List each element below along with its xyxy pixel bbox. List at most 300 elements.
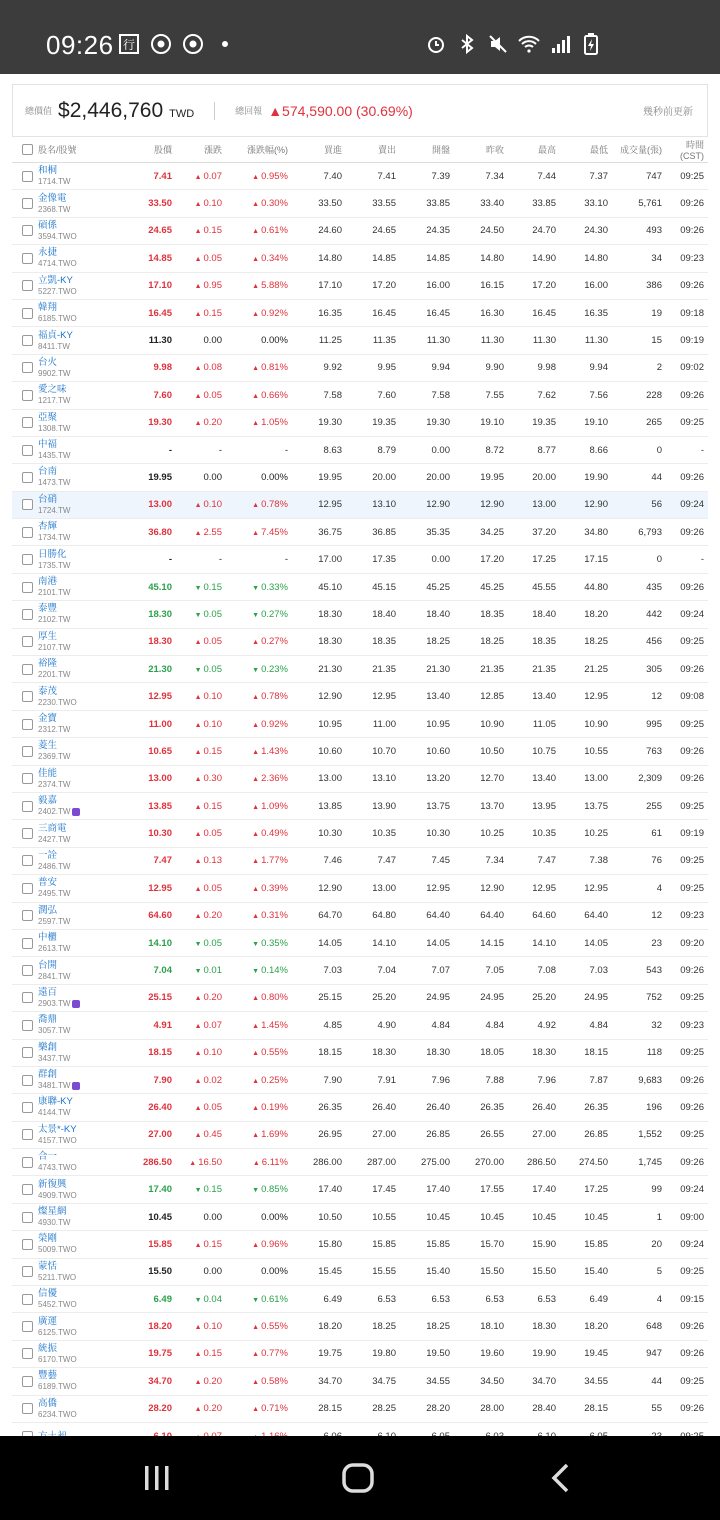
- row-checkbox[interactable]: [12, 847, 38, 874]
- stock-cell[interactable]: [38, 354, 118, 381]
- stock-name[interactable]: 台開: [38, 959, 58, 971]
- change: ▲ 0.05: [194, 636, 222, 648]
- high: 13.40: [532, 691, 556, 703]
- stock-cell[interactable]: [38, 1066, 118, 1093]
- stock-symbol: 2841.TW: [38, 971, 71, 981]
- table-row[interactable]: [12, 765, 708, 792]
- table-row[interactable]: [12, 1203, 708, 1230]
- row-checkbox[interactable]: [12, 738, 38, 765]
- open: 64.40: [426, 910, 450, 922]
- table-row[interactable]: [12, 628, 708, 655]
- row-checkbox[interactable]: [12, 1066, 38, 1093]
- low: 17.15: [584, 554, 608, 566]
- home-icon: [341, 1462, 375, 1494]
- price: 18.15: [148, 1047, 172, 1059]
- table-row[interactable]: [12, 1066, 708, 1093]
- stock-name[interactable]: 杏輝: [38, 521, 58, 533]
- row-checkbox[interactable]: [12, 1012, 38, 1039]
- low: 18.15: [584, 1047, 608, 1059]
- stock-name[interactable]: 合一: [38, 1151, 58, 1163]
- table-row[interactable]: [12, 1094, 708, 1121]
- stock-cell[interactable]: [38, 299, 118, 326]
- ask: 17.20: [372, 280, 396, 292]
- stock-cell[interactable]: [38, 1039, 118, 1066]
- stock-cell[interactable]: [38, 765, 118, 792]
- row-checkbox[interactable]: [12, 820, 38, 847]
- stock-cell[interactable]: [38, 656, 118, 683]
- up-triangle-icon: ▲: [252, 1241, 260, 1249]
- stock-name[interactable]: 日勝化: [38, 548, 67, 560]
- up-triangle-icon: ▲: [194, 529, 202, 537]
- row-checkbox[interactable]: [12, 245, 38, 272]
- prev: 11.30: [480, 335, 504, 347]
- up-triangle-icon: ▲: [252, 392, 260, 400]
- stock-name[interactable]: 廣運: [38, 1315, 58, 1327]
- stock-cell[interactable]: [38, 327, 118, 354]
- stock-name[interactable]: 榮剛: [38, 1233, 58, 1245]
- low: 19.10: [584, 417, 608, 429]
- row-checkbox[interactable]: [12, 1231, 38, 1258]
- change-pct: ▲ 2.36%: [252, 773, 288, 785]
- stock-name[interactable]: 和桐: [38, 165, 58, 177]
- price: 27.00: [148, 1129, 172, 1141]
- stock-cell[interactable]: [38, 1340, 118, 1367]
- table-row[interactable]: [12, 656, 708, 683]
- up-triangle-icon: ▲: [252, 1050, 260, 1058]
- change: ▼ 0.04: [194, 1293, 222, 1305]
- table-row[interactable]: [12, 1340, 708, 1367]
- row-checkbox[interactable]: [12, 546, 38, 573]
- stock-name[interactable]: 潤弘: [38, 904, 58, 916]
- bid: 25.15: [318, 992, 342, 1004]
- stock-name[interactable]: 菱生: [38, 740, 58, 752]
- table-row[interactable]: [12, 984, 708, 1011]
- stock-name[interactable]: 群創: [38, 1069, 58, 1081]
- table-row[interactable]: [12, 436, 708, 463]
- stock-cell[interactable]: [38, 1203, 118, 1230]
- vol: 55: [651, 1403, 662, 1415]
- stock-name[interactable]: 太景*-KY: [38, 1123, 77, 1135]
- row-checkbox[interactable]: [12, 628, 38, 655]
- vol: 386: [646, 280, 662, 292]
- row-checkbox[interactable]: [12, 217, 38, 244]
- stock-cell[interactable]: [38, 217, 118, 244]
- up-triangle-icon: ▲: [194, 1241, 202, 1249]
- row-checkbox[interactable]: [12, 929, 38, 956]
- open: 19.50: [426, 1348, 450, 1360]
- row-checkbox[interactable]: [12, 436, 38, 463]
- stock-cell[interactable]: [38, 1121, 118, 1148]
- open: 7.96: [431, 1074, 450, 1086]
- stock-name[interactable]: 統振: [38, 1342, 58, 1354]
- select-all-checkbox[interactable]: [12, 137, 38, 163]
- stock-name[interactable]: 遠百: [38, 986, 58, 998]
- prev: 34.50: [480, 1375, 504, 1387]
- low: 10.25: [584, 828, 608, 840]
- stock-cell[interactable]: [38, 519, 118, 546]
- row-checkbox[interactable]: [12, 1286, 38, 1313]
- stock-name[interactable]: 泰豐: [38, 603, 58, 615]
- row-checkbox[interactable]: [12, 1121, 38, 1148]
- table-row[interactable]: [12, 245, 708, 272]
- table-row[interactable]: [12, 1039, 708, 1066]
- stock-cell[interactable]: [38, 1313, 118, 1340]
- col-low[interactable]: 最低: [589, 145, 608, 155]
- bid: 18.30: [318, 636, 342, 648]
- table-row[interactable]: [12, 491, 708, 518]
- table-row[interactable]: [12, 875, 708, 902]
- up-triangle-icon: ▲: [194, 173, 202, 181]
- stock-name[interactable]: 三商電: [38, 822, 67, 834]
- bid: 10.60: [318, 745, 342, 757]
- stock-name[interactable]: 碩係: [38, 219, 58, 231]
- stock-name[interactable]: 一詮: [38, 849, 58, 861]
- change-pct: ▲ 0.95%: [252, 170, 288, 182]
- ask: 18.40: [372, 608, 396, 620]
- table-row[interactable]: [12, 957, 708, 984]
- ask: 45.15: [372, 581, 396, 593]
- row-checkbox[interactable]: [12, 1203, 38, 1230]
- change-pct: -: [284, 554, 288, 566]
- ask: 17.35: [372, 554, 396, 566]
- stock-name[interactable]: 福貞-KY: [38, 329, 73, 341]
- stock-name[interactable]: 佳能: [38, 767, 58, 779]
- prev: 18.35: [480, 608, 504, 620]
- stock-name[interactable]: 蒙恬: [38, 1260, 58, 1272]
- table-row[interactable]: [12, 1368, 708, 1395]
- time: 09:26: [680, 198, 704, 210]
- col-change[interactable]: 漲跌: [203, 145, 222, 155]
- stock-cell[interactable]: [38, 875, 118, 902]
- stock-cell[interactable]: [38, 573, 118, 600]
- col-volume[interactable]: 成交量(張): [620, 145, 662, 155]
- high: 13.95: [532, 800, 556, 812]
- stock-cell[interactable]: [38, 409, 118, 436]
- stock-name[interactable]: 信優: [38, 1288, 58, 1300]
- row-checkbox[interactable]: [12, 601, 38, 628]
- row-checkbox[interactable]: [12, 1395, 38, 1422]
- stock-symbol: 2230.TWO: [38, 697, 77, 707]
- low: 21.25: [584, 663, 608, 675]
- low: 28.15: [584, 1403, 608, 1415]
- row-checkbox[interactable]: [12, 792, 38, 819]
- row-checkbox[interactable]: [12, 1368, 38, 1395]
- row-checkbox[interactable]: [12, 1176, 38, 1203]
- stock-name[interactable]: 金像電: [38, 192, 67, 204]
- row-checkbox[interactable]: [12, 491, 38, 518]
- row-checkbox[interactable]: [12, 710, 38, 737]
- stock-cell[interactable]: [38, 1395, 118, 1422]
- table-row[interactable]: [12, 464, 708, 491]
- stock-symbol: 1714.TW: [38, 177, 71, 187]
- table-row[interactable]: [12, 1286, 708, 1313]
- stock-cell[interactable]: [38, 847, 118, 874]
- change-pct: ▼ 0.23%: [252, 663, 288, 675]
- stock-name[interactable]: 台南: [38, 466, 58, 478]
- change: ▲ 0.45: [194, 1129, 222, 1141]
- low: 34.80: [584, 526, 608, 538]
- high: 11.05: [532, 718, 556, 730]
- change: ▲ 0.15: [194, 307, 222, 319]
- table-row[interactable]: [12, 519, 708, 546]
- col-price[interactable]: 股價: [153, 145, 172, 155]
- stock-cell[interactable]: [38, 1176, 118, 1203]
- stock-name[interactable]: 亞聚: [38, 411, 58, 423]
- row-checkbox[interactable]: [12, 354, 38, 381]
- stock-symbol: 2369.TW: [38, 752, 71, 762]
- portfolio-summary: [12, 84, 708, 136]
- stock-name[interactable]: 樂創: [38, 1041, 58, 1053]
- prev: 14.15: [480, 937, 504, 949]
- table-row[interactable]: [12, 1176, 708, 1203]
- row-checkbox[interactable]: [12, 1340, 38, 1367]
- row-checkbox[interactable]: [12, 409, 38, 436]
- stock-cell[interactable]: [38, 1286, 118, 1313]
- bid: 14.80: [318, 252, 342, 264]
- chrome-icon: [150, 33, 172, 55]
- table-row[interactable]: [12, 792, 708, 819]
- col-name[interactable]: 股名/股號: [38, 145, 77, 155]
- low: 19.45: [584, 1348, 608, 1360]
- prev: 19.60: [480, 1348, 504, 1360]
- stock-cell[interactable]: [38, 1231, 118, 1258]
- row-checkbox[interactable]: [12, 1094, 38, 1121]
- stock-name[interactable]: 高僑: [38, 1397, 58, 1409]
- row-checkbox[interactable]: [12, 272, 38, 299]
- table-row[interactable]: [12, 820, 708, 847]
- col-open[interactable]: 開盤: [431, 145, 450, 155]
- stock-cell[interactable]: [38, 190, 118, 217]
- row-checkbox[interactable]: [12, 327, 38, 354]
- prev: 18.10: [480, 1321, 504, 1333]
- stock-cell[interactable]: [38, 820, 118, 847]
- bid: 17.40: [318, 1184, 342, 1196]
- table-row[interactable]: [12, 1012, 708, 1039]
- vol: 648: [646, 1321, 662, 1333]
- table-row[interactable]: [12, 190, 708, 217]
- stock-name[interactable]: 愛之味: [38, 384, 67, 396]
- high: 17.25: [532, 554, 556, 566]
- stock-name[interactable]: 康聯-KY: [38, 1096, 73, 1108]
- ask: 18.35: [372, 636, 396, 648]
- stock-cell[interactable]: [38, 902, 118, 929]
- stock-cell[interactable]: [38, 1149, 118, 1176]
- table-row[interactable]: [12, 354, 708, 381]
- stock-name[interactable]: 金寶: [38, 713, 58, 724]
- row-checkbox[interactable]: [12, 984, 38, 1011]
- up-triangle-icon: ▲: [252, 639, 260, 647]
- stock-name[interactable]: 厚生: [38, 630, 58, 642]
- row-checkbox[interactable]: [12, 299, 38, 326]
- row-checkbox[interactable]: [12, 464, 38, 491]
- table-row[interactable]: [12, 409, 708, 436]
- table-row[interactable]: [12, 272, 708, 299]
- stock-cell[interactable]: [38, 929, 118, 956]
- table-row[interactable]: [12, 1121, 708, 1148]
- stock-cell[interactable]: [38, 1368, 118, 1395]
- prev: 10.90: [480, 718, 504, 730]
- stock-cell[interactable]: [38, 628, 118, 655]
- stock-name[interactable]: 普安: [38, 877, 58, 889]
- change-pct: ▲ 0.19%: [252, 1101, 288, 1113]
- table-row[interactable]: [12, 847, 708, 874]
- stock-cell[interactable]: [38, 984, 118, 1011]
- table-row[interactable]: [12, 299, 708, 326]
- prev: 18.25: [480, 636, 504, 648]
- stock-name[interactable]: 豐藝: [38, 1370, 58, 1382]
- row-checkbox[interactable]: [12, 1149, 38, 1176]
- bid: 12.90: [318, 691, 342, 703]
- stock-cell[interactable]: [38, 957, 118, 984]
- stock-cell[interactable]: [38, 792, 118, 819]
- badge-icon: [72, 1000, 80, 1008]
- stock-cell[interactable]: [38, 382, 118, 409]
- stock-cell[interactable]: [38, 436, 118, 463]
- row-checkbox[interactable]: [12, 875, 38, 902]
- stock-cell[interactable]: [38, 601, 118, 628]
- time: 09:26: [680, 773, 704, 785]
- back-button[interactable]: [546, 1462, 574, 1494]
- table-row[interactable]: [12, 382, 708, 409]
- change-pct: ▼ 0.85%: [252, 1184, 288, 1196]
- stock-name[interactable]: 台硝: [38, 493, 58, 505]
- stock-cell[interactable]: [38, 245, 118, 272]
- bid: 7.46: [323, 855, 342, 867]
- navigation-bar: [0, 1436, 720, 1520]
- col-bid[interactable]: 買進: [323, 145, 342, 155]
- up-triangle-icon: ▲: [252, 1132, 260, 1140]
- col-prev-close[interactable]: 昨收: [485, 145, 504, 155]
- prev: 12.85: [480, 691, 504, 703]
- stock-name[interactable]: 新復興: [38, 1178, 67, 1190]
- table-row[interactable]: [12, 1313, 708, 1340]
- stock-cell[interactable]: [38, 1258, 118, 1285]
- stock-cell[interactable]: [38, 1012, 118, 1039]
- stock-cell[interactable]: [38, 738, 118, 765]
- ask: 14.85: [372, 252, 396, 264]
- row-checkbox[interactable]: [12, 519, 38, 546]
- high: 28.40: [532, 1403, 556, 1415]
- col-change-pct[interactable]: 漲跌幅(%): [247, 145, 288, 155]
- ask: 25.20: [372, 992, 396, 1004]
- prev: 15.50: [480, 1266, 504, 1278]
- stock-name[interactable]: 燦星網: [38, 1206, 67, 1218]
- ask: 64.80: [372, 910, 396, 922]
- row-checkbox[interactable]: [12, 683, 38, 710]
- stock-cell[interactable]: [38, 491, 118, 518]
- stock-symbol: 5452.TWO: [38, 1300, 77, 1310]
- table-row[interactable]: [12, 1231, 708, 1258]
- row-checkbox[interactable]: [12, 957, 38, 984]
- table-row[interactable]: [12, 1149, 708, 1176]
- high: 17.40: [532, 1184, 556, 1196]
- stock-name[interactable]: 立凱-KY: [38, 274, 73, 286]
- row-checkbox[interactable]: [12, 656, 38, 683]
- home-button[interactable]: [340, 1462, 376, 1494]
- stock-cell[interactable]: [38, 1094, 118, 1121]
- stock-name[interactable]: 裕隆: [38, 658, 58, 670]
- stock-name[interactable]: 毅嘉: [38, 795, 58, 807]
- stock-name[interactable]: 中福: [38, 439, 58, 451]
- col-high[interactable]: 最高: [537, 145, 556, 155]
- stock-name[interactable]: 南港: [38, 576, 58, 588]
- time: 09:26: [680, 1101, 704, 1113]
- row-checkbox[interactable]: [12, 163, 38, 190]
- stock-symbol: 2427.TW: [38, 834, 71, 844]
- table-row[interactable]: [12, 738, 708, 765]
- row-checkbox[interactable]: [12, 1258, 38, 1285]
- table-row[interactable]: [12, 163, 708, 190]
- table-row[interactable]: [12, 710, 708, 737]
- table-row[interactable]: [12, 573, 708, 600]
- table-row[interactable]: [12, 1258, 708, 1285]
- stock-cell[interactable]: [38, 546, 118, 573]
- change: ▲ 0.10: [194, 718, 222, 730]
- bid: 14.05: [318, 937, 342, 949]
- ask: 14.10: [372, 937, 396, 949]
- stock-name[interactable]: 台火: [38, 356, 58, 368]
- high: 13.00: [532, 499, 556, 511]
- stock-cell[interactable]: [38, 272, 118, 299]
- open: 18.25: [426, 636, 450, 648]
- stock-name[interactable]: 永捷: [38, 247, 58, 259]
- table-row[interactable]: [12, 929, 708, 956]
- stock-name[interactable]: 喬鼎: [38, 1014, 58, 1026]
- col-ask[interactable]: 賣出: [377, 145, 396, 155]
- stock-cell[interactable]: [38, 710, 118, 737]
- row-checkbox[interactable]: [12, 902, 38, 929]
- row-checkbox[interactable]: [12, 1313, 38, 1340]
- row-checkbox[interactable]: [12, 1039, 38, 1066]
- time: 09:25: [680, 1375, 704, 1387]
- price: 14.10: [148, 937, 172, 949]
- prev: 19.10: [480, 417, 504, 429]
- prev: 7.88: [485, 1074, 504, 1086]
- up-triangle-icon: ▲: [252, 502, 260, 510]
- table-row[interactable]: [12, 902, 708, 929]
- row-checkbox[interactable]: [12, 573, 38, 600]
- stock-name[interactable]: 泰茂: [38, 685, 58, 697]
- table-row[interactable]: [12, 683, 708, 710]
- row-checkbox[interactable]: [12, 382, 38, 409]
- up-triangle-icon: ▲: [252, 310, 260, 318]
- table-row[interactable]: [12, 601, 708, 628]
- recent-apps-button[interactable]: [140, 1462, 174, 1494]
- watchlist-rows: [12, 163, 708, 1450]
- stock-cell[interactable]: [38, 464, 118, 491]
- col-time[interactable]: 時間(CST): [680, 140, 704, 161]
- down-triangle-icon: ▼: [252, 611, 260, 619]
- bid: 34.70: [318, 1375, 342, 1387]
- table-row[interactable]: [12, 546, 708, 573]
- price: 11.30: [148, 335, 172, 347]
- row-checkbox[interactable]: [12, 190, 38, 217]
- table-row[interactable]: [12, 217, 708, 244]
- stock-cell[interactable]: [38, 683, 118, 710]
- table-row[interactable]: [12, 327, 708, 354]
- high: 7.08: [537, 965, 556, 977]
- stock-name[interactable]: 韓翔: [38, 302, 58, 314]
- status-time: 09:26: [46, 30, 114, 60]
- change: ▲ 0.20: [194, 417, 222, 429]
- table-row[interactable]: [12, 1395, 708, 1422]
- prev: 7.34: [485, 855, 504, 867]
- stock-name[interactable]: 中櫃: [38, 932, 58, 944]
- stock-cell[interactable]: [38, 163, 118, 190]
- row-checkbox[interactable]: [12, 765, 38, 792]
- up-triangle-icon: ▲: [252, 776, 260, 784]
- prev: 10.50: [480, 745, 504, 757]
